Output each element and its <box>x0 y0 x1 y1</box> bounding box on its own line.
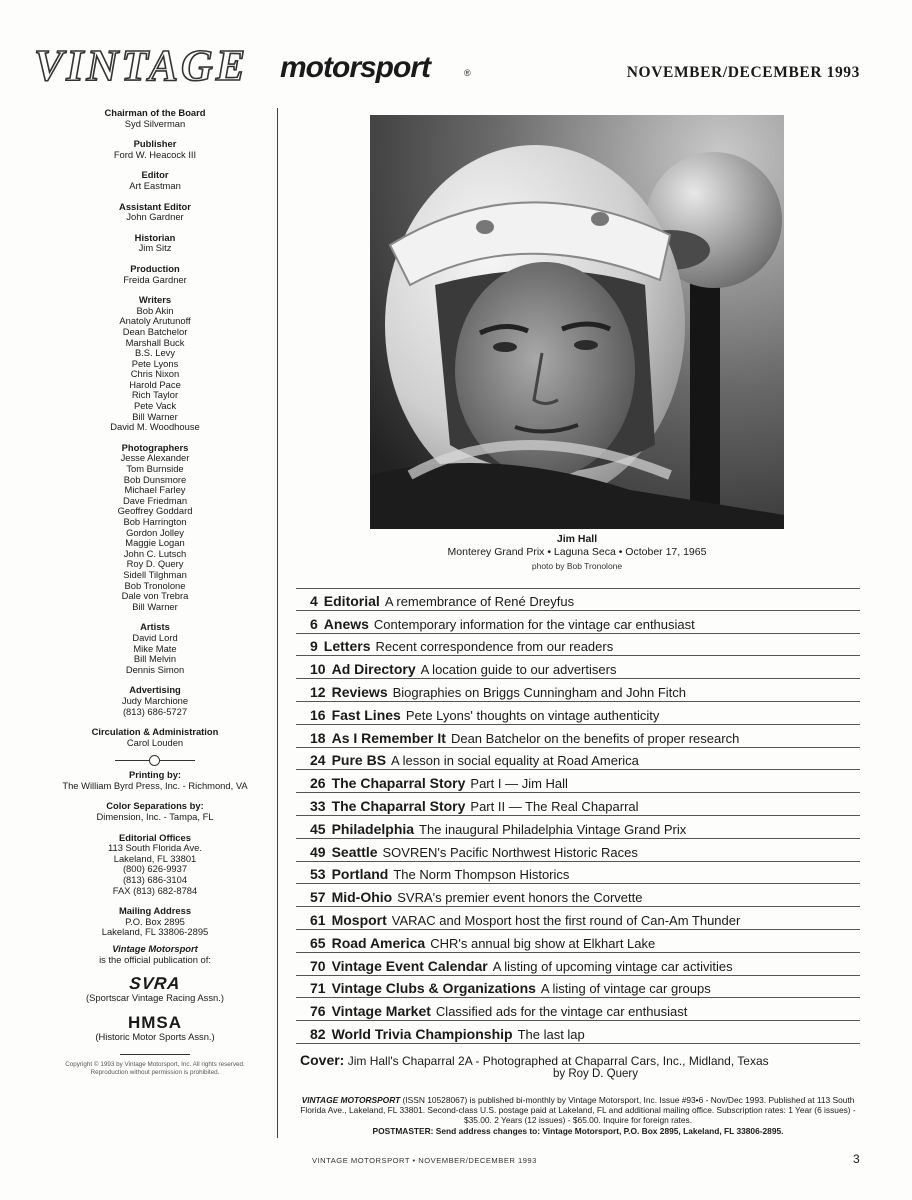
toc-row[interactable] <box>296 770 860 793</box>
column-divider <box>277 108 278 1138</box>
toc-title: Pure BS <box>331 752 387 769</box>
staff-name: Tom Burnside <box>126 463 184 475</box>
staff-group <box>30 170 280 191</box>
vendor-list <box>30 770 280 938</box>
toc-description: The Norm Thompson Historics <box>393 867 570 883</box>
toc-title: Seattle <box>331 843 378 860</box>
staff-name: (813) 686-5727 <box>122 705 188 717</box>
official-publication-note <box>30 944 280 1042</box>
staff-group <box>30 233 280 254</box>
official-brand: Vintage Motorsport <box>112 943 198 954</box>
staff-group <box>30 770 280 791</box>
staff-title: Advertising <box>129 684 181 696</box>
toc-row[interactable] <box>296 884 860 907</box>
toc-page-number: 4 <box>310 592 318 609</box>
toc-row[interactable] <box>296 611 860 634</box>
toc-title: Philadelphia <box>331 820 415 837</box>
toc-page-number: 61 <box>310 911 326 928</box>
staff-name: Bob Harrington <box>123 516 187 527</box>
staff-group <box>30 139 280 160</box>
toc-description: SOVREN's Pacific Northwest Historic Races <box>382 844 638 860</box>
issue-date: NOVEMBER/DECEMBER 1993 <box>626 64 860 81</box>
official-line: is the official publication of: <box>99 953 211 965</box>
toc-description: A lesson in social equality at Road America <box>391 753 639 769</box>
staff-name: Chris Nixon <box>130 368 180 380</box>
staff-name: Pete Vack <box>133 400 177 412</box>
logo-vintage: VINTAGE <box>34 41 249 90</box>
toc-page-number: 57 <box>310 889 326 906</box>
staff-name: Bill Warner <box>132 410 178 422</box>
photo-caption-event: Monterey Grand Prix • Laguna Seca • October 17, 1965 <box>447 546 707 558</box>
toc-row[interactable] <box>296 953 860 976</box>
toc-title: As I Remember It <box>331 729 446 746</box>
toc-row[interactable] <box>296 702 860 725</box>
staff-name: Harold Pace <box>129 378 181 390</box>
staff-title: Writers <box>138 294 172 306</box>
staff-group <box>30 906 280 938</box>
staff-group <box>30 264 280 285</box>
toc-page-number: 18 <box>310 729 326 746</box>
toc-title: Reviews <box>331 683 388 700</box>
staff-name: Geoffrey Goddard <box>117 505 193 517</box>
staff-name: John Gardner <box>126 211 184 223</box>
staff-name: Judy Marchione <box>121 694 189 706</box>
staff-name: Jim Sitz <box>138 242 172 254</box>
photo-illustration <box>370 115 784 529</box>
staff-group <box>30 833 280 897</box>
toc-page-number: 10 <box>310 661 326 678</box>
staff-name: Bill Melvin <box>133 653 177 665</box>
cover-photo-jim-hall <box>370 115 784 529</box>
staff-title: Printing by: <box>128 769 182 781</box>
divider <box>120 1054 190 1055</box>
toc-description: Part I — Jim Hall <box>470 776 568 792</box>
toc-description: A remembrance of René Dreyfus <box>384 593 575 609</box>
photo-caption-name: Jim Hall <box>556 533 598 545</box>
copyright-note <box>30 1061 280 1077</box>
staff-title: Assistant Editor <box>119 200 191 212</box>
staff-name: Syd Silverman <box>124 117 186 129</box>
toc-description: SVRA's premier event honors the Corvette <box>397 890 643 906</box>
toc-row[interactable] <box>296 998 860 1021</box>
cover-note <box>300 1052 848 1080</box>
toc-title: Mosport <box>331 911 387 928</box>
toc-page-number: 9 <box>310 638 318 655</box>
toc-description: Biographies on Briggs Cunningham and John Fitch <box>392 684 687 700</box>
toc-page-number: 12 <box>310 683 326 700</box>
staff-name: Marshall Buck <box>125 336 185 348</box>
staff-group <box>30 295 280 433</box>
toc-row[interactable] <box>296 634 860 657</box>
copyright-line: Copyright © 1993 by Vintage Motorsport, Inc. All rights reserved. <box>65 1061 245 1069</box>
toc-title: World Trivia Championship <box>331 1025 513 1042</box>
postmaster-note: POSTMASTER: Send address changes to: Vintage Motorsport, P.O. Box 2895, Lakeland, FL 33806-2895. <box>372 1125 784 1136</box>
staff-title: Editorial Offices <box>119 831 191 843</box>
toc-row[interactable] <box>296 907 860 930</box>
toc-page-number: 65 <box>310 934 326 951</box>
toc-description: CHR's annual big show at Elkhart Lake <box>430 935 656 951</box>
staff-name: Dale von Trebra <box>121 590 189 602</box>
staff-name: Sidell Tilghman <box>123 568 187 580</box>
staff-name: Maggie Logan <box>125 537 185 549</box>
publication-brand: VINTAGE MOTORSPORT <box>301 1095 401 1105</box>
staff-name: Bill Warner <box>132 600 178 612</box>
toc-page-number: 53 <box>310 866 326 883</box>
staff-name: FAX (813) 682-8784 <box>112 884 198 896</box>
cover-text: Jim Hall's Chaparral 2A - Photographed at Chaparral Cars, Inc., Midland, Texas <box>347 1054 769 1068</box>
publication-text: (ISSN 10528067) is published bi-monthly by Vintage Motorsport, Inc. Issue #93•6 - Nov/Dec 1993. Published at 113 South Florida Ave., Lakeland, FL 33801. Second-class U.S. postage paid at Lakeland, FL and additional mailing office. Subscription rates: 1 Year (6 issues) - $35.00. 2 Years (12 issues) - $65.00. Inquire for foreign rates. <box>300 1095 856 1126</box>
svra-logo: SVRA <box>128 974 182 994</box>
toc-title: Vintage Event Calendar <box>331 957 488 974</box>
toc-page-number: 76 <box>310 1003 326 1020</box>
staff-title: Artists <box>140 621 170 633</box>
registered-mark: ® <box>464 68 471 78</box>
toc-row[interactable] <box>296 748 860 771</box>
staff-name: Dean Batchelor <box>122 325 188 337</box>
staff-title: Editor <box>141 169 169 181</box>
staff-name: The William Byrd Press, Inc. - Richmond, VA <box>62 779 248 791</box>
staff-name: Rich Taylor <box>131 389 179 401</box>
toc-description: Pete Lyons' thoughts on vintage authenticity <box>405 707 660 723</box>
staff-name: Carol Louden <box>126 736 184 748</box>
hmsa-desc: (Historic Motor Sports Assn.) <box>95 1030 215 1042</box>
staff-name: (813) 686-3104 <box>122 874 188 886</box>
svra-desc: (Sportscar Vintage Racing Assn.) <box>86 992 224 1004</box>
toc-title: Road America <box>331 934 426 951</box>
staff-title: Mailing Address <box>118 905 192 917</box>
staff-name: Bob Dunsmore <box>123 473 187 485</box>
toc-page-number: 24 <box>310 752 326 769</box>
toc-title: Fast Lines <box>331 706 401 723</box>
toc-description: Classified ads for the vintage car enthusiast <box>435 1004 688 1020</box>
staff-name: Dave Friedman <box>122 494 188 506</box>
staff-title: Publisher <box>133 138 177 150</box>
staff-name: Pete Lyons <box>131 357 179 369</box>
ornament-divider <box>115 754 195 766</box>
toc-title: Editorial <box>323 592 380 609</box>
toc-row[interactable] <box>296 976 860 999</box>
toc-description: Contemporary information for the vintage car enthusiast <box>373 616 695 632</box>
cover-credit: by Roy D. Query <box>553 1068 638 1080</box>
staff-group <box>30 622 280 675</box>
toc-row[interactable] <box>296 1021 860 1044</box>
staff-name: Jesse Alexander <box>120 452 190 464</box>
staff-name: Freida Gardner <box>123 273 187 285</box>
toc-page-number: 26 <box>310 775 326 792</box>
cover-label: Cover: <box>300 1052 345 1068</box>
toc-description: Recent correspondence from our readers <box>375 639 614 655</box>
staff-title: Historian <box>134 231 176 243</box>
toc-row[interactable] <box>296 816 860 839</box>
table-of-contents <box>296 588 860 1044</box>
staff-name: 113 South Florida Ave. <box>108 842 202 854</box>
toc-row[interactable] <box>296 862 860 885</box>
staff-name: Dennis Simon <box>125 663 185 675</box>
toc-page-number: 71 <box>310 980 326 997</box>
publication-info <box>298 1095 858 1136</box>
hmsa-logo: HMSA <box>127 1012 183 1032</box>
toc-description: Part II — The Real Chaparral <box>470 798 639 814</box>
toc-page-number: 82 <box>310 1025 326 1042</box>
staff-name: Art Eastman <box>129 179 181 191</box>
toc-page-number: 33 <box>310 797 326 814</box>
toc-page-number: 49 <box>310 843 326 860</box>
staff-name: John C. Lutsch <box>123 547 187 559</box>
staff-title: Photographers <box>121 441 189 453</box>
staff-title: Chairman of the Board <box>104 107 206 118</box>
masthead-staff-column <box>30 108 280 1077</box>
staff-name: Anatoly Arutunoff <box>119 315 191 327</box>
staff-name: David M. Woodhouse <box>110 421 200 433</box>
staff-group <box>30 685 280 717</box>
staff-name: Bob Akin <box>136 304 174 316</box>
staff-name: David Lord <box>132 631 178 643</box>
staff-title: Circulation & Administration <box>91 726 219 738</box>
staff-name: Michael Farley <box>124 484 186 496</box>
staff-title: Production <box>130 262 180 274</box>
staff-name: Mike Mate <box>133 642 177 654</box>
toc-page-number: 16 <box>310 706 326 723</box>
page-footer: VINTAGE MOTORSPORT • NOVEMBER/DECEMBER 1993 <box>312 1156 537 1165</box>
toc-description: A location guide to our advertisers <box>420 662 617 678</box>
staff-name: (800) 626-9937 <box>122 863 188 875</box>
toc-title: The Chaparral Story <box>331 775 466 792</box>
staff-group <box>30 202 280 223</box>
staff-list <box>30 108 280 748</box>
toc-description: A listing of upcoming vintage car activities <box>492 958 733 974</box>
toc-page-number: 45 <box>310 820 326 837</box>
staff-group <box>30 727 280 748</box>
toc-row[interactable] <box>296 793 860 816</box>
staff-group <box>30 108 280 129</box>
staff-name: B.S. Levy <box>134 347 176 359</box>
staff-name: Bob Tronolone <box>124 579 186 591</box>
toc-row[interactable] <box>296 930 860 953</box>
toc-title: Anews <box>323 615 369 632</box>
staff-name: Dimension, Inc. - Tampa, FL <box>96 811 214 823</box>
toc-title: Vintage Clubs & Organizations <box>331 980 536 997</box>
toc-description: The inaugural Philadelphia Vintage Grand Prix <box>419 821 687 837</box>
toc-row[interactable] <box>296 839 860 862</box>
staff-group <box>30 801 280 822</box>
copyright-line: Reproduction without permission is prohibited. <box>90 1069 220 1077</box>
staff-name: Roy D. Query <box>126 558 184 570</box>
staff-title: Color Separations by: <box>106 800 204 812</box>
toc-page-number: 70 <box>310 957 326 974</box>
staff-name: Lakeland, FL 33806-2895 <box>101 926 209 938</box>
toc-description: VARAC and Mosport host the first round of Can-Am Thunder <box>391 912 741 928</box>
staff-group <box>30 443 280 613</box>
toc-title: Portland <box>331 866 389 883</box>
page-number: 3 <box>853 1152 860 1166</box>
toc-row[interactable] <box>296 725 860 748</box>
toc-title: Vintage Market <box>331 1003 431 1020</box>
toc-description: Dean Batchelor on the benefits of proper research <box>450 730 740 746</box>
logo-motorsport: motorsport <box>280 51 430 84</box>
staff-name: Lakeland, FL 33801 <box>113 852 197 864</box>
toc-title: Mid-Ohio <box>331 889 393 906</box>
toc-title: Letters <box>323 638 371 655</box>
toc-title: Ad Directory <box>331 661 416 678</box>
staff-name: P.O. Box 2895 <box>125 915 185 927</box>
toc-page-number: 6 <box>310 615 318 632</box>
toc-row[interactable] <box>296 588 860 611</box>
photo-credit: photo by Bob Tronolone <box>531 561 623 571</box>
toc-row[interactable] <box>296 679 860 702</box>
toc-title: The Chaparral Story <box>331 797 466 814</box>
toc-description: The last lap <box>517 1026 585 1042</box>
staff-name: Gordon Jolley <box>126 526 184 538</box>
staff-name: Ford W. Heacock III <box>113 148 197 160</box>
toc-row[interactable] <box>296 656 860 679</box>
toc-description: A listing of vintage car groups <box>540 981 711 997</box>
